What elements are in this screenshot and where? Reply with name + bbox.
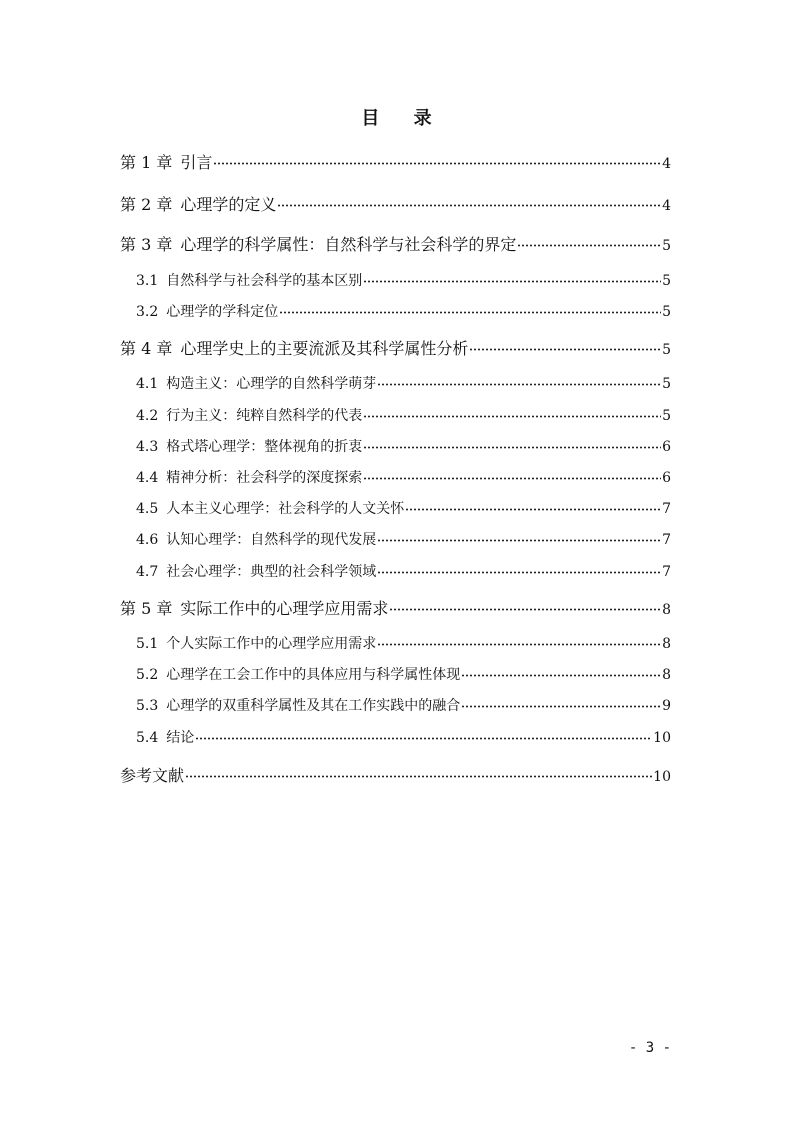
toc-entry[interactable]: [136, 405, 671, 425]
toc-entry-page: 5: [662, 342, 671, 358]
toc-entry[interactable]: [136, 373, 671, 393]
toc-entry-text: 人本主义心理学：社会科学的人文关怀: [166, 501, 405, 517]
toc-entry-page: 5: [662, 376, 671, 392]
toc-entry[interactable]: [136, 301, 671, 321]
toc-entry-text: 结论: [166, 730, 195, 746]
toc-entry-page: 5: [662, 273, 671, 289]
toc-entry[interactable]: [120, 763, 671, 786]
toc-entry-text: 行为主义：纯粹自然科学的代表: [166, 408, 363, 424]
page-number-footer: - 3 -: [628, 1040, 672, 1056]
toc-entry[interactable]: [136, 695, 671, 715]
toc-entry-page: 8: [662, 602, 671, 618]
toc-entry-text: 构造主义：心理学的自然科学萌芽: [166, 376, 377, 392]
toc-entry-text: 心理学的学科定位: [166, 304, 279, 320]
toc-entry-page: 8: [662, 667, 671, 683]
toc-entry-text: 认知心理学：自然科学的现代发展: [166, 532, 377, 548]
toc-entry-page: 10: [653, 769, 671, 785]
dot-leader: [377, 643, 661, 646]
toc-entry-text: 社会心理学：典型的社会科学领域: [166, 564, 377, 580]
dot-leader: [213, 162, 661, 165]
toc-entry-page: 6: [662, 439, 671, 455]
toc-entry-number: 5.4: [136, 730, 159, 746]
dot-leader: [277, 204, 661, 207]
toc-entry-number: 4.6: [136, 532, 159, 548]
dot-leader: [377, 571, 661, 574]
toc-entry-page: 6: [662, 470, 671, 486]
toc-entry[interactable]: [120, 336, 671, 359]
toc-entry-text: 引言: [180, 153, 213, 172]
toc-entry-text: 心理学史上的主要流派及其科学属性分析: [180, 339, 469, 358]
toc-entry-number: 4.1: [136, 376, 159, 392]
dot-leader: [363, 446, 661, 449]
toc-entry-page: 10: [653, 730, 671, 746]
toc-entry[interactable]: [136, 498, 671, 518]
toc-entry[interactable]: [136, 664, 671, 684]
toc-entry-number: 4.7: [136, 564, 159, 580]
dot-leader: [517, 244, 661, 247]
toc-entry-page: 7: [662, 532, 671, 548]
toc-entry-number: 第 1 章: [120, 153, 173, 172]
toc-entry-number: 第 4 章: [120, 339, 173, 358]
toc-entry-number: 第 2 章: [120, 195, 173, 214]
toc-entry-number: 4.3: [136, 439, 159, 455]
toc-entry-text: 自然科学与社会科学的基本区别: [166, 273, 363, 289]
toc-entry-number: 4.4: [136, 470, 159, 486]
toc-entry-number: 4.5: [136, 501, 159, 517]
toc-entry-number: 5.1: [136, 636, 159, 652]
toc-entry-page: 4: [662, 198, 671, 214]
toc-entry-number: 4.2: [136, 408, 159, 424]
toc-entry-text: 个人实际工作中的心理学应用需求: [166, 636, 377, 652]
toc-entry[interactable]: [120, 192, 671, 215]
dot-leader: [377, 539, 661, 542]
toc-entry-text: 心理学在工会工作中的具体应用与科学属性体现: [166, 667, 461, 683]
toc-entry-page: 8: [662, 636, 671, 652]
dot-leader: [363, 477, 661, 480]
dot-leader: [461, 674, 661, 677]
dot-leader: [195, 737, 652, 740]
toc-entry-page: 9: [662, 698, 671, 714]
toc-entry-page: 5: [662, 408, 671, 424]
toc-entry[interactable]: [120, 150, 671, 173]
toc-entry-page: 7: [662, 564, 671, 580]
toc-entry-page: 4: [662, 156, 671, 172]
toc-entry[interactable]: [136, 529, 671, 549]
dot-leader: [389, 608, 661, 611]
dot-leader: [363, 280, 661, 283]
toc-entry[interactable]: [136, 727, 671, 747]
toc-entry-number: 3.2: [136, 304, 159, 320]
toc-entry[interactable]: [136, 270, 671, 290]
toc-entry-number: 第 5 章: [120, 599, 173, 618]
toc-entry-number: 5.3: [136, 698, 159, 714]
dot-leader: [469, 348, 661, 351]
toc-entry-number: 5.2: [136, 667, 159, 683]
toc-entry-text: 心理学的双重科学属性及其在工作实践中的融合: [166, 698, 461, 714]
toc-entry-text: 参考文献: [120, 766, 185, 785]
dot-leader: [279, 311, 661, 314]
toc-entry-page: 5: [662, 238, 671, 254]
dot-leader: [185, 775, 652, 778]
toc-entry[interactable]: [136, 436, 671, 456]
toc-entry[interactable]: [120, 596, 671, 619]
dot-leader: [405, 508, 661, 511]
toc-entry[interactable]: [136, 633, 671, 653]
toc-entry-number: 3.1: [136, 273, 159, 289]
toc-entry-text: 心理学的定义: [180, 195, 277, 214]
dot-leader: [363, 415, 661, 418]
toc-entry-text: 格式塔心理学：整体视角的折衷: [166, 439, 363, 455]
toc-entry[interactable]: [136, 467, 671, 487]
toc-entry[interactable]: [120, 232, 671, 255]
toc-entry-text: 实际工作中的心理学应用需求: [180, 599, 389, 618]
toc-entry-page: 5: [662, 304, 671, 320]
dot-leader: [377, 383, 661, 386]
toc-entry-text: 心理学的科学属性：自然科学与社会科学的界定: [180, 235, 517, 254]
toc-title: 目 录: [361, 108, 446, 129]
toc-entry-number: 第 3 章: [120, 235, 173, 254]
toc-entry[interactable]: [136, 561, 671, 581]
toc-entry-text: 精神分析：社会科学的深度探索: [166, 470, 363, 486]
toc-entry-page: 7: [662, 501, 671, 517]
dot-leader: [461, 705, 661, 708]
